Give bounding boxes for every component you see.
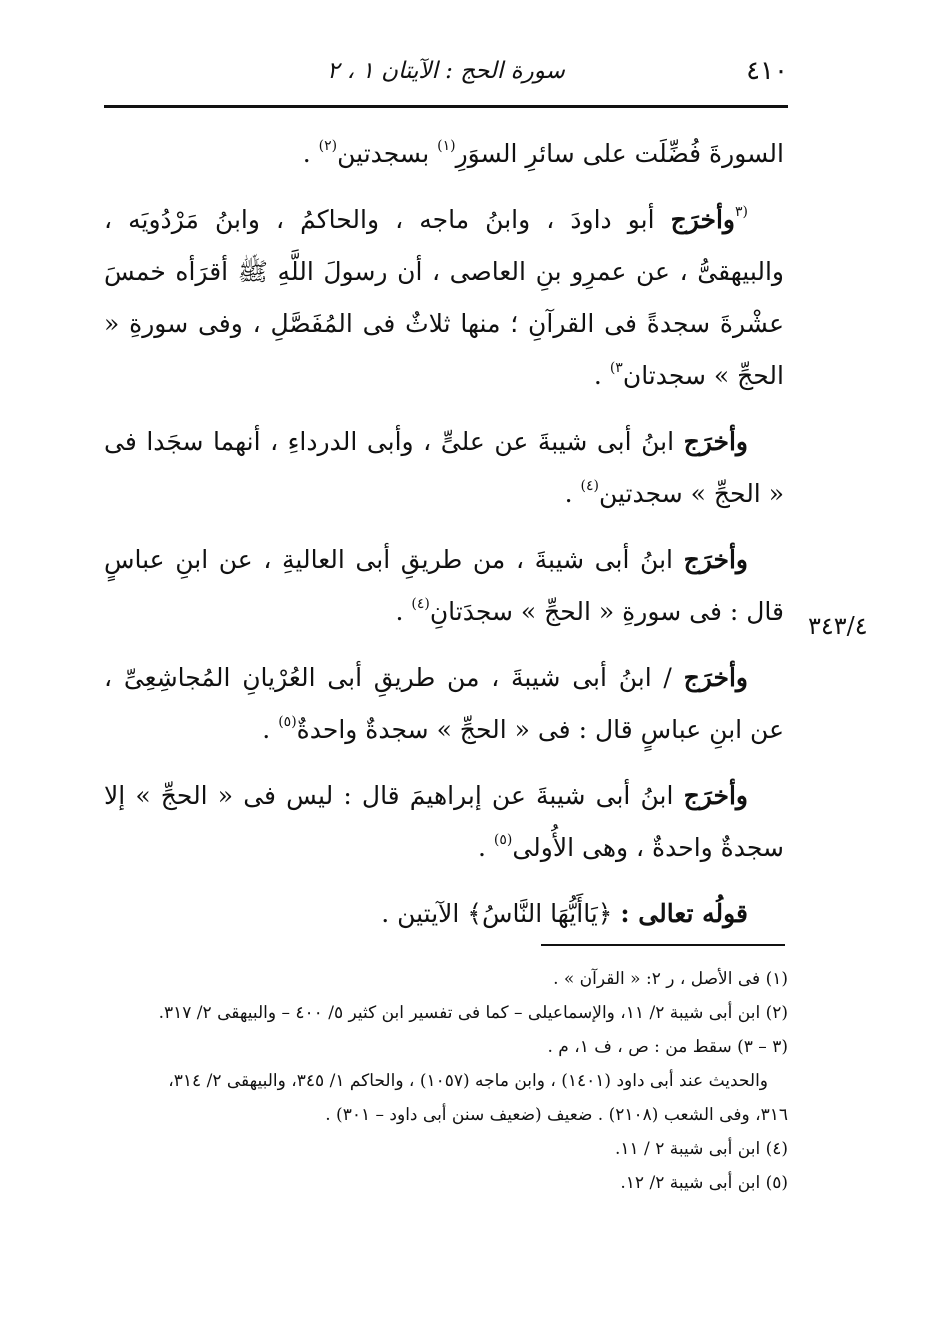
footnote-marker: (٤) bbox=[580, 478, 599, 494]
paragraph bbox=[104, 534, 784, 638]
main-text bbox=[104, 128, 784, 954]
footnote: (٢) ابن أبى شيبة ٢/ ١١، والإسماعيلى – كما فى تفسير ابن كثير ٥/ ٤٠٠ – والبيهقى ٢/ ٣١٧. bbox=[158, 1003, 788, 1023]
header-rule bbox=[104, 105, 788, 108]
paragraph-lead: وأخرَج bbox=[683, 663, 748, 692]
footnote-marker: (٢) bbox=[318, 138, 338, 154]
footnote-marker: (٤) bbox=[411, 596, 430, 612]
footnotes bbox=[104, 962, 788, 1200]
paragraph bbox=[104, 888, 784, 940]
paragraph-lead: وأخرَج bbox=[683, 545, 748, 574]
footnote: ٣١٦، وفى الشعب (٢١٠٨) . ضعيف (ضعيف سنن أبى داود – ٣٠١) . bbox=[325, 1105, 788, 1125]
footnote: (٣ – ٣) سقط من : ص ، ف ١، م . bbox=[547, 1037, 788, 1057]
paragraph-text: ابنُ أبى شيبةَ عن إبراهيمَ قال : ليس فى « الحجِّ » إلا سجدةٌ واحدةٌ ، وهى الأُولى bbox=[104, 781, 784, 862]
paragraph-text: أبو داودَ ، وابنُ ماجه ، والحاكمُ ، وابنُ مَرْدُويَه ، والبيهقىُّ ، عن عمرِو بنِ العاصى ، أن رسولَ اللَّهِ ﷺ أقرَأه خمسَ عشْرةَ سجدةً فى القرآنِ ؛ منها ثلاثٌ فى المُفَصَّلِ ، وفى سورةِ « الحجِّ » سجدتان bbox=[104, 205, 784, 390]
footnote-marker: (٣ bbox=[735, 204, 748, 220]
paragraph-lead: وأخرَج bbox=[670, 205, 735, 234]
paragraph bbox=[104, 194, 784, 402]
paragraph-lead: وأخرَج bbox=[683, 781, 748, 810]
footnote-marker: (٥) bbox=[493, 832, 513, 848]
footnote-marker: (١) bbox=[437, 138, 456, 154]
paragraph bbox=[104, 652, 784, 756]
paragraph-lead: قولُه تعالى : bbox=[620, 899, 748, 928]
paragraph-text: . bbox=[477, 833, 494, 862]
paragraph-text: بسجدتين bbox=[337, 139, 438, 168]
paragraph bbox=[104, 128, 784, 180]
paragraph-text: السورةَ فُضِّلَت على سائرِ السوَرِ bbox=[455, 139, 784, 168]
running-head-title: سورة الحج : الآيتان ١ ، ٢ bbox=[327, 58, 565, 84]
footnote-rule bbox=[541, 944, 785, 946]
footnote: (٤) ابن أبى شيبة ٢ / ١١. bbox=[614, 1139, 788, 1159]
paragraph-text: . bbox=[302, 139, 319, 168]
footnote-marker: ٣) bbox=[609, 360, 623, 376]
paragraph-text: . bbox=[593, 361, 610, 390]
paragraph-text: ابنُ أبى شيبةَ عن علىٍّ ، وأبى الدرداءِ ، أنهما سجَدا فى « الحجِّ » سجدتين bbox=[104, 427, 784, 508]
paragraph bbox=[104, 416, 784, 520]
paragraph bbox=[104, 770, 784, 874]
footnote-marker: (٥) bbox=[278, 714, 297, 730]
paragraph-text: / ابنُ أبى شيبةَ ، من طريقِ أبى العُرْيانِ المُجاشِعِىِّ ، عن ابنِ عباسٍ قال : فى « الحجِّ » سجدةٌ واحدةٌ bbox=[104, 663, 784, 744]
footnote: والحديث عند أبى داود (١٤٠١) ، وابن ماجه (١٠٥٧) ، والحاكم ١/ ٣٤٥، والبيهقى ٢/ ٣١٤، bbox=[168, 1071, 768, 1091]
footnote: (١) فى الأصل ، ر ٢: « القرآن » . bbox=[553, 969, 788, 989]
footnote: (٥) ابن أبى شيبة ٢/ ١٢. bbox=[620, 1173, 788, 1193]
paragraph-text: . bbox=[395, 597, 412, 626]
paragraph-text: . bbox=[564, 479, 581, 508]
running-head bbox=[104, 52, 788, 96]
paragraph-lead: وأخرَج bbox=[683, 427, 748, 456]
page-number: ٤١٠ bbox=[746, 56, 788, 86]
paragraph-text: . bbox=[262, 715, 279, 744]
margin-reference: ٣٤٣/٤ bbox=[808, 612, 868, 640]
paragraph-text: ابنُ أبى شيبةَ ، من طريقِ أبى العاليةِ ، عن ابنِ عباسٍ قال : فى سورةِ « الحجِّ » سجدَتانِ bbox=[104, 545, 784, 626]
paragraph-text: ﴿يَاأَيُّهَا النَّاسُ﴾ الآيتين . bbox=[381, 899, 621, 928]
